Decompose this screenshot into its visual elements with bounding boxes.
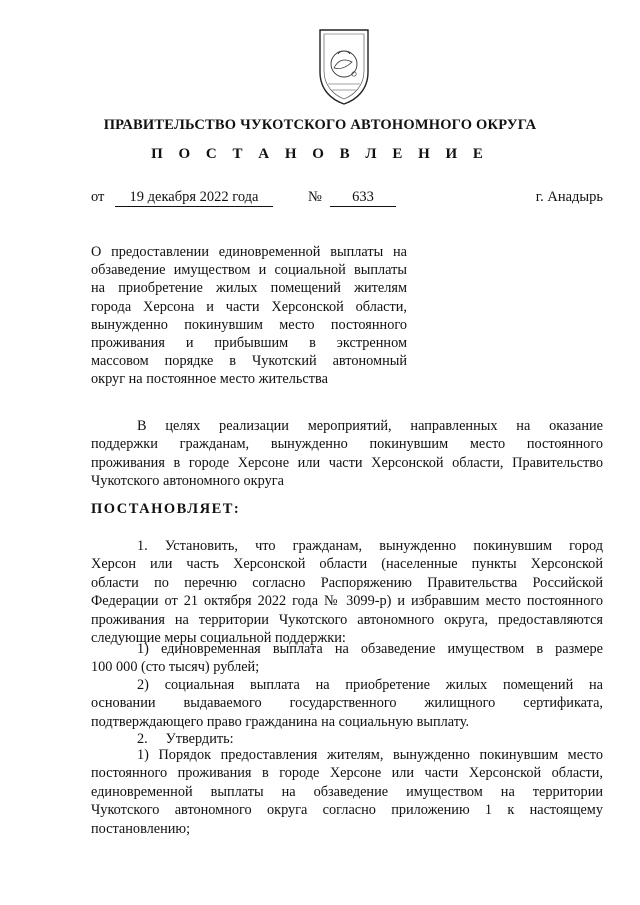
paragraph-line: 2. Утвердить: bbox=[137, 731, 234, 747]
paragraph-line: следующие меры социальной поддержки: bbox=[91, 630, 346, 647]
document-type-title: П О С Т А Н О В Л Е Н И Е bbox=[151, 146, 489, 162]
document-city: г. Анадырь bbox=[535, 189, 603, 205]
date-prefix-label: от bbox=[91, 189, 105, 205]
paragraph-line: поддержки гражданам, вынужденно покинувшим место постоянного bbox=[91, 436, 603, 453]
subject-line: обзаведение имуществом и социальной выплаты bbox=[91, 262, 407, 279]
paragraph-line: В целях реализации мероприятий, направленных на оказание bbox=[137, 418, 603, 434]
decree-heading: ПОСТАНОВЛЯЕТ: bbox=[91, 501, 241, 517]
subject-line: города Херсона и части Херсонской области, bbox=[91, 298, 407, 315]
paragraph-line: Чукотского автономного округа bbox=[91, 473, 284, 490]
subject-line: вынужденно покинувшим место постоянного bbox=[91, 316, 407, 333]
paragraph-line: постановлению; bbox=[91, 820, 191, 837]
item-1-1-paragraph bbox=[91, 640, 603, 677]
subject-line: О предоставлении единовременной выплаты на bbox=[91, 244, 407, 260]
paragraph-line: Чукотского автономного округа согласно приложению 1 к настоящему bbox=[91, 802, 603, 819]
subject-line: округ на постоянное место жительства bbox=[91, 371, 328, 388]
paragraph-line: 1. Установить, что гражданам, вынужденно покинувшим город bbox=[137, 538, 603, 554]
item-2-1-paragraph bbox=[91, 746, 603, 838]
paragraph-line: постоянного проживания в городе Херсоне или части Херсонской области, bbox=[91, 765, 603, 782]
paragraph-line: Херсон или часть Херсонской области (населенные пункты Херсонской bbox=[91, 556, 603, 573]
document-number: 633 bbox=[330, 189, 396, 207]
item-1-paragraph bbox=[91, 537, 603, 647]
item-1-2-paragraph bbox=[91, 676, 603, 731]
coat-of-arms-emblem bbox=[314, 24, 374, 106]
paragraph-line: Федерации от 21 октября 2022 года № 3099-р) и избравшим место постоянного bbox=[91, 593, 603, 610]
subject-line: проживания и прибывшим в экстренном bbox=[91, 335, 407, 352]
paragraph-line: проживания на территории Чукотского автономного округа, предоставляются bbox=[91, 611, 603, 628]
paragraph-line: подтверждающего право гражданина на социальную выплату. bbox=[91, 713, 470, 730]
paragraph-line: проживания в городе Херсоне или части Херсонской области, Правительство bbox=[91, 454, 603, 471]
paragraph-line: единовременной выплаты на обзаведение имуществом на территории bbox=[91, 783, 603, 800]
subject-line: массовом порядке в Чукотский автономный bbox=[91, 353, 407, 370]
subject-line: на приобретение жилых помещений жителям bbox=[91, 280, 407, 297]
document-date: 19 декабря 2022 года bbox=[115, 189, 273, 207]
intro-paragraph bbox=[91, 417, 603, 491]
paragraph-line: 1) единовременная выплата на обзаведение имуществом в размере bbox=[137, 641, 603, 657]
number-label: № bbox=[308, 189, 322, 205]
organization-title: ПРАВИТЕЛЬСТВО ЧУКОТСКОГО АВТОНОМНОГО ОКРУГА bbox=[103, 117, 537, 133]
paragraph-line: основании выдаваемого государственного жилищного сертификата, bbox=[91, 695, 603, 712]
paragraph-line: 1) Порядок предоставления жителям, вынужденно покинувшим место bbox=[137, 747, 603, 763]
document-subject bbox=[91, 243, 407, 389]
document-meta-row bbox=[91, 189, 603, 211]
paragraph-line: 2) социальная выплата на приобретение жилых помещений на bbox=[137, 677, 603, 693]
paragraph-line: области по перечню согласно Распоряжению Правительства Российской bbox=[91, 574, 603, 591]
paragraph-line: 100 000 (сто тысяч) рублей; bbox=[91, 659, 260, 676]
